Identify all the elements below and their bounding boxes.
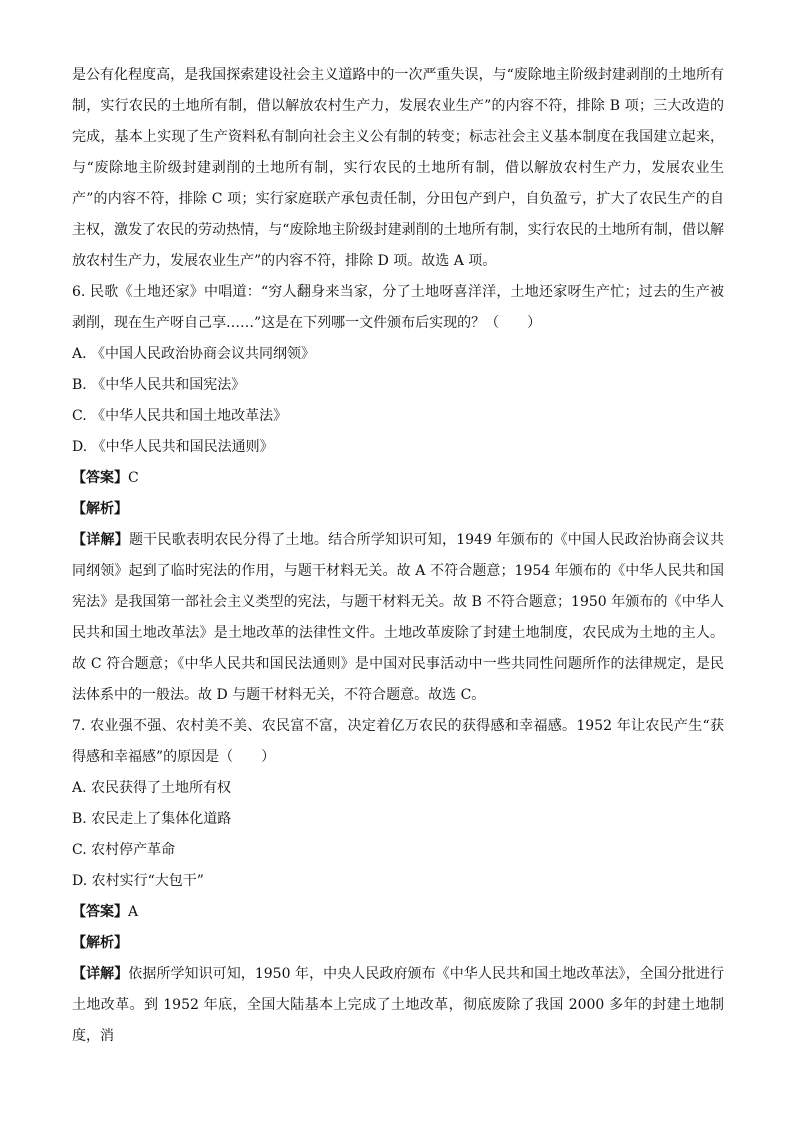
question-6-option-c: C. 《中华人民共和国土地改革法》 xyxy=(72,408,288,424)
question-7-option-b: B. 农民走上了集体化道路 xyxy=(72,811,232,827)
question-7-answer xyxy=(72,897,724,928)
question-6-option-d: D. 《中华人民共和国民法通则》 xyxy=(72,439,274,455)
analysis-tag: 【解析】 xyxy=(72,501,128,517)
question-6-option-b: B. 《中华人民共和国宪法》 xyxy=(72,377,246,393)
question-6-answer xyxy=(72,463,724,494)
question-6-analysis xyxy=(72,494,724,525)
answer-tag: 【答案】 xyxy=(72,904,128,920)
detail-tag: 【详解】 xyxy=(72,966,129,982)
detail-tag: 【详解】 xyxy=(72,532,129,548)
analysis-tag: 【解析】 xyxy=(72,935,128,951)
question-7-stem: 7. 农业强不强、农村美不美、农民富不富，决定着亿万农民的获得感和幸福感。1952 年让农民产生“获得感和幸福感”的原因是（ ） xyxy=(72,718,724,765)
answer-value: A xyxy=(128,904,139,920)
question-7-analysis xyxy=(72,928,724,959)
question-7-option-d: D. 农村实行“大包干” xyxy=(72,873,204,889)
answer-tag: 【答案】 xyxy=(72,470,128,486)
detail-text: 依据所学知识可知，1950 年，中央人民政府颁布《中华人民共和国土地改革法》，全国分批进行土地改革。到 1952 年底，全国大陆基本上完成了土地改革，彻底废除了我国 2000 多年的封建土地制度，消 xyxy=(72,966,724,1044)
question-7-detail xyxy=(72,959,724,1052)
detail-text: 题干民歌表明农民分得了土地。结合所学知识可知，1949 年颁布的《中国人民政治协商会议共同纲领》起到了临时宪法的作用，与题干材料无关。故 A 不符合题意；1954 年颁布的《中华人民共和国宪法》是我国第一部社会主义类型的宪法，与题干材料无关。故 B 不符合题意；1950 年颁布的《中华人民共和国土地改革法》是土地改革的法律性文件。土地改革废除了封建土地制度，农民成为土地的主人。故 C 符合题意；《中华人民共和国民法通则》是中国对民事活动中一些共同性问题所作的法律规定，是民法体系中的一般法。故 D 与题干材料无关，不符合题意。故选 C。 xyxy=(72,532,725,703)
answer-value: C xyxy=(128,470,139,486)
question-6-detail xyxy=(72,525,724,711)
question-6-stem: 6. 民歌《土地还家》中唱道：“穷人翻身来当家，分了土地呀喜洋洋，土地还家呀生产忙；过去的生产被剥削，现在生产呀自己享……”这是在下列哪一文件颁布后实现的？（ ） xyxy=(72,284,724,331)
question-7-option-c: C. 农村停产革命 xyxy=(72,842,176,858)
question-7-option-a: A. 农民获得了土地所有权 xyxy=(72,780,232,796)
document-page xyxy=(72,60,724,1052)
intro-paragraph: 是公有化程度高，是我国探索建设社会主义道路中的一次严重失误，与“废除地主阶级封建剥削的土地所有制，实行农民的土地所有制，借以解放农村生产力，发展农业生产”的内容不符，排除 B 项；三大改造的完成，基本上实现了生产资料私有制向社会主义公有制的转变；标志社会主义基本制度在我国建立起来，与“废除地主阶级封建剥削的土地所有制，实行农民的土地所有制，借以解放农村生产力，发展农业生产”的内容不符，排除 C 项；实行家庭联产承包责任制，分田包产到户，自负盈亏，扩大了农民生产的自主权，激发了农民的劳动热情，与“废除地主阶级封建剥削的土地所有制，实行农民的土地所有制，借以解放农村生产力，发展农业生产”的内容不符，排除 D 项。故选 A 项。 xyxy=(72,67,724,269)
question-6-option-a: A. 《中国人民政治协商会议共同纲领》 xyxy=(72,346,316,362)
